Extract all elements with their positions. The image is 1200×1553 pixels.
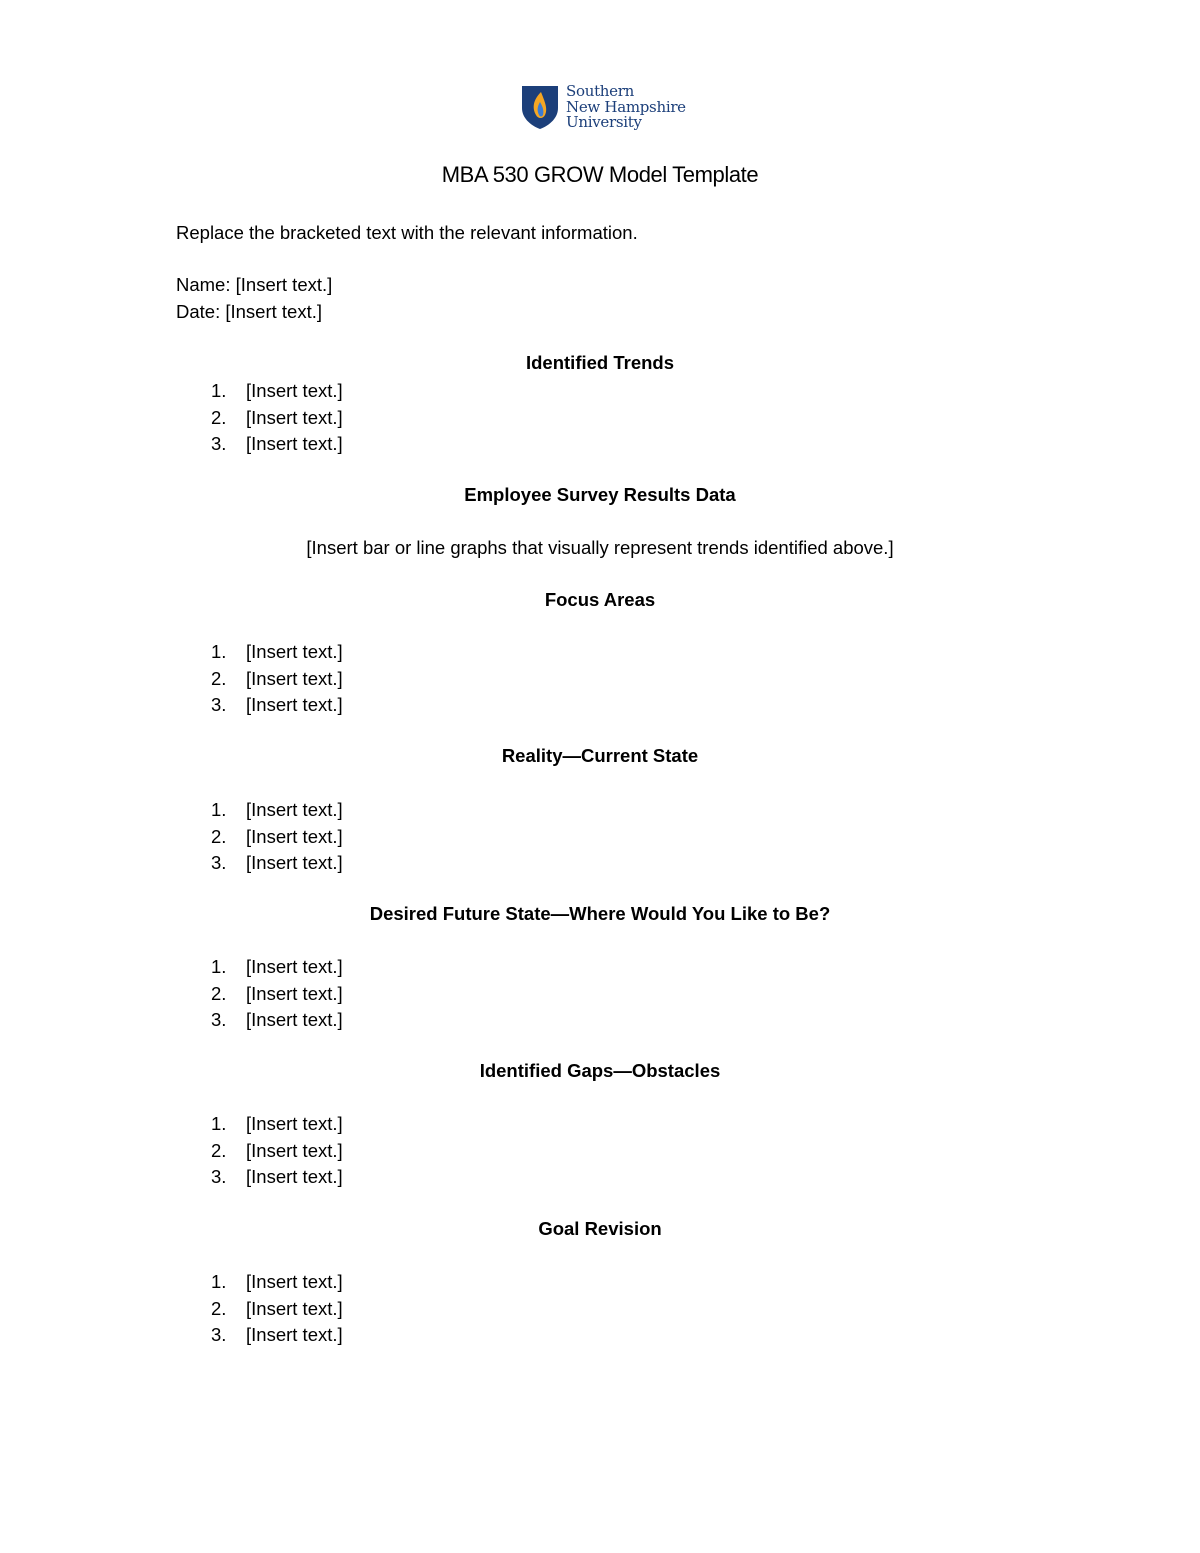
section-heading-identified-trends: Identified Trends — [525, 352, 675, 373]
list-number: 3. — [211, 694, 227, 715]
list-number: 2. — [211, 1139, 227, 1161]
list-item-text[interactable]: [Insert text.] — [246, 982, 343, 1004]
logo-wordmark — [566, 84, 686, 131]
list-number: 1. — [211, 380, 227, 401]
list-item-text[interactable]: [Insert text.] — [246, 1297, 343, 1319]
list-item-text[interactable]: [Insert text.] — [246, 799, 343, 820]
section-heading-focus-areas: Focus Areas — [544, 589, 656, 610]
list-item-text[interactable]: [Insert text.] — [246, 667, 343, 689]
university-logo — [520, 84, 690, 134]
logo-line: University — [566, 113, 642, 131]
list-number: 3. — [211, 433, 227, 454]
list-item-text[interactable]: [Insert text.] — [246, 406, 343, 428]
section-heading-reality: Reality—Current State — [501, 745, 699, 766]
list-number: 2. — [211, 982, 227, 1004]
list-number: 2. — [211, 825, 227, 847]
list-item-text[interactable]: [Insert text.] — [246, 380, 343, 401]
list-number: 3. — [211, 1009, 227, 1030]
logo-line: Southern — [566, 82, 634, 100]
list-item-text[interactable]: [Insert text.] — [246, 1271, 343, 1292]
list-number: 1. — [211, 1113, 227, 1134]
graph-placeholder-text[interactable]: [Insert bar or line graphs that visually represent trends identified above.] — [306, 537, 894, 558]
flame-shield-icon — [520, 84, 560, 130]
list-item-text[interactable]: [Insert text.] — [246, 641, 343, 662]
list-item-text[interactable]: [Insert text.] — [246, 1166, 343, 1187]
logo-line: New Hampshire — [566, 97, 686, 116]
list-item-text[interactable]: [Insert text.] — [246, 1009, 343, 1030]
list-number: 1. — [211, 956, 227, 977]
section-heading-desired-future-state: Desired Future State—Where Would You Like to Be? — [369, 903, 831, 924]
list-item-text[interactable]: [Insert text.] — [246, 852, 343, 873]
section-heading-goal-revision: Goal Revision — [538, 1218, 662, 1239]
instructions-text: Replace the bracketed text with the relevant information. — [176, 222, 638, 243]
list-item-text[interactable]: [Insert text.] — [246, 694, 343, 715]
section-heading-employee-survey: Employee Survey Results Data — [464, 484, 736, 505]
list-number: 1. — [211, 799, 227, 820]
document-title: MBA 530 GROW Model Template — [441, 162, 759, 187]
name-field[interactable]: Name: [Insert text.] — [176, 274, 333, 295]
list-number: 2. — [211, 667, 227, 689]
list-number: 3. — [211, 1324, 227, 1345]
list-number: 2. — [211, 406, 227, 428]
list-number: 3. — [211, 1166, 227, 1187]
list-number: 3. — [211, 852, 227, 873]
list-number: 1. — [211, 1271, 227, 1292]
list-item-text[interactable]: [Insert text.] — [246, 1113, 343, 1134]
list-item-text[interactable]: [Insert text.] — [246, 433, 343, 454]
date-field[interactable]: Date: [Insert text.] — [176, 301, 323, 322]
list-item-text[interactable]: [Insert text.] — [246, 1324, 343, 1345]
list-item-text[interactable]: [Insert text.] — [246, 956, 343, 977]
list-item-text[interactable]: [Insert text.] — [246, 825, 343, 847]
list-number: 1. — [211, 641, 227, 662]
list-number: 2. — [211, 1297, 227, 1319]
section-heading-identified-gaps: Identified Gaps—Obstacles — [479, 1060, 721, 1081]
list-item-text[interactable]: [Insert text.] — [246, 1139, 343, 1161]
